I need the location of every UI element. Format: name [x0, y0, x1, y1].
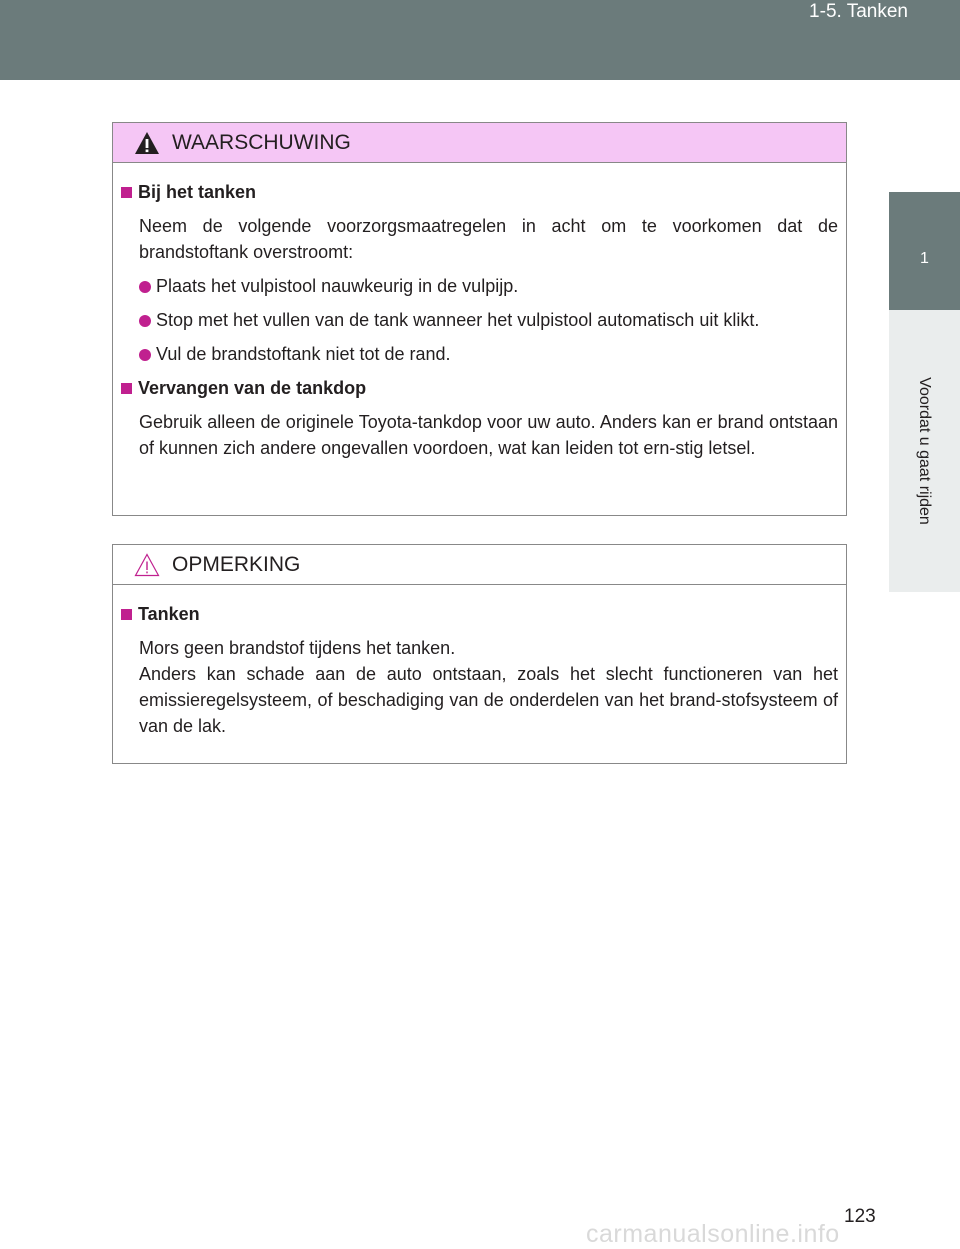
warning-triangle-icon	[134, 131, 160, 155]
page-number: 123	[844, 1206, 876, 1227]
paragraph	[139, 635, 838, 739]
section-title: 1-5. Tanken	[809, 1, 908, 22]
warning-header	[113, 123, 846, 163]
warning-title: WAARSCHUWING	[172, 130, 351, 154]
notice-body	[113, 585, 846, 739]
header-band	[0, 0, 960, 80]
square-bullet-icon	[121, 609, 132, 620]
square-bullet-icon	[121, 383, 132, 394]
notice-box	[112, 544, 847, 764]
paragraph: Gebruik alleen de originele Toyota-tankdop voor uw auto. Anders kan er brand ontstaan of kunnen zich andere ongevallen voordoen, wat kan leiden tot ern-stig letsel.	[139, 412, 838, 458]
paragraph-line: Mors geen brandstof tijdens het tanken.	[139, 638, 456, 658]
round-bullet-icon	[139, 349, 151, 361]
notice-title: OPMERKING	[172, 552, 301, 576]
bullet-text: Vul de brandstoftank niet tot de rand.	[156, 344, 451, 364]
chapter-name-tab	[889, 310, 960, 592]
bullet-item	[139, 307, 838, 333]
paragraph: Neem de volgende voorzorgsmaatregelen in acht om te voorkomen dat de brandstoftank overstroomt:	[139, 216, 838, 262]
item-title	[121, 375, 838, 401]
watermark: carmanualsonline.info	[586, 1220, 840, 1248]
caution-triangle-outline-icon	[134, 553, 160, 577]
bullet-text: Stop met het vullen van de tank wanneer het vulpistool automatisch uit klikt.	[156, 310, 760, 330]
square-bullet-icon	[121, 187, 132, 198]
round-bullet-icon	[139, 281, 151, 293]
chapter-number: 1	[920, 250, 929, 267]
item-title	[121, 179, 838, 205]
bullet-item	[139, 273, 838, 299]
item-title-text: Bij het tanken	[138, 182, 257, 202]
chapter-number-tab	[889, 192, 960, 310]
warning-body	[113, 163, 846, 461]
item-title	[121, 601, 838, 627]
item-title-text: Vervangen van de tankdop	[138, 378, 367, 398]
notice-header	[113, 545, 846, 585]
item-title-text: Tanken	[138, 604, 200, 624]
warning-box	[112, 122, 847, 516]
round-bullet-icon	[139, 315, 151, 327]
paragraph-line: Anders kan schade aan de auto ontstaan, zoals het slecht functioneren van het emissieregelsysteem, of beschadiging van de onderdelen van het brand-stofsysteem of van de lak.	[139, 664, 838, 736]
chapter-name: Voordat u gaat rijden	[916, 377, 933, 525]
bullet-text: Plaats het vulpistool nauwkeurig in de vulpijp.	[156, 276, 519, 296]
bullet-item	[139, 341, 838, 367]
